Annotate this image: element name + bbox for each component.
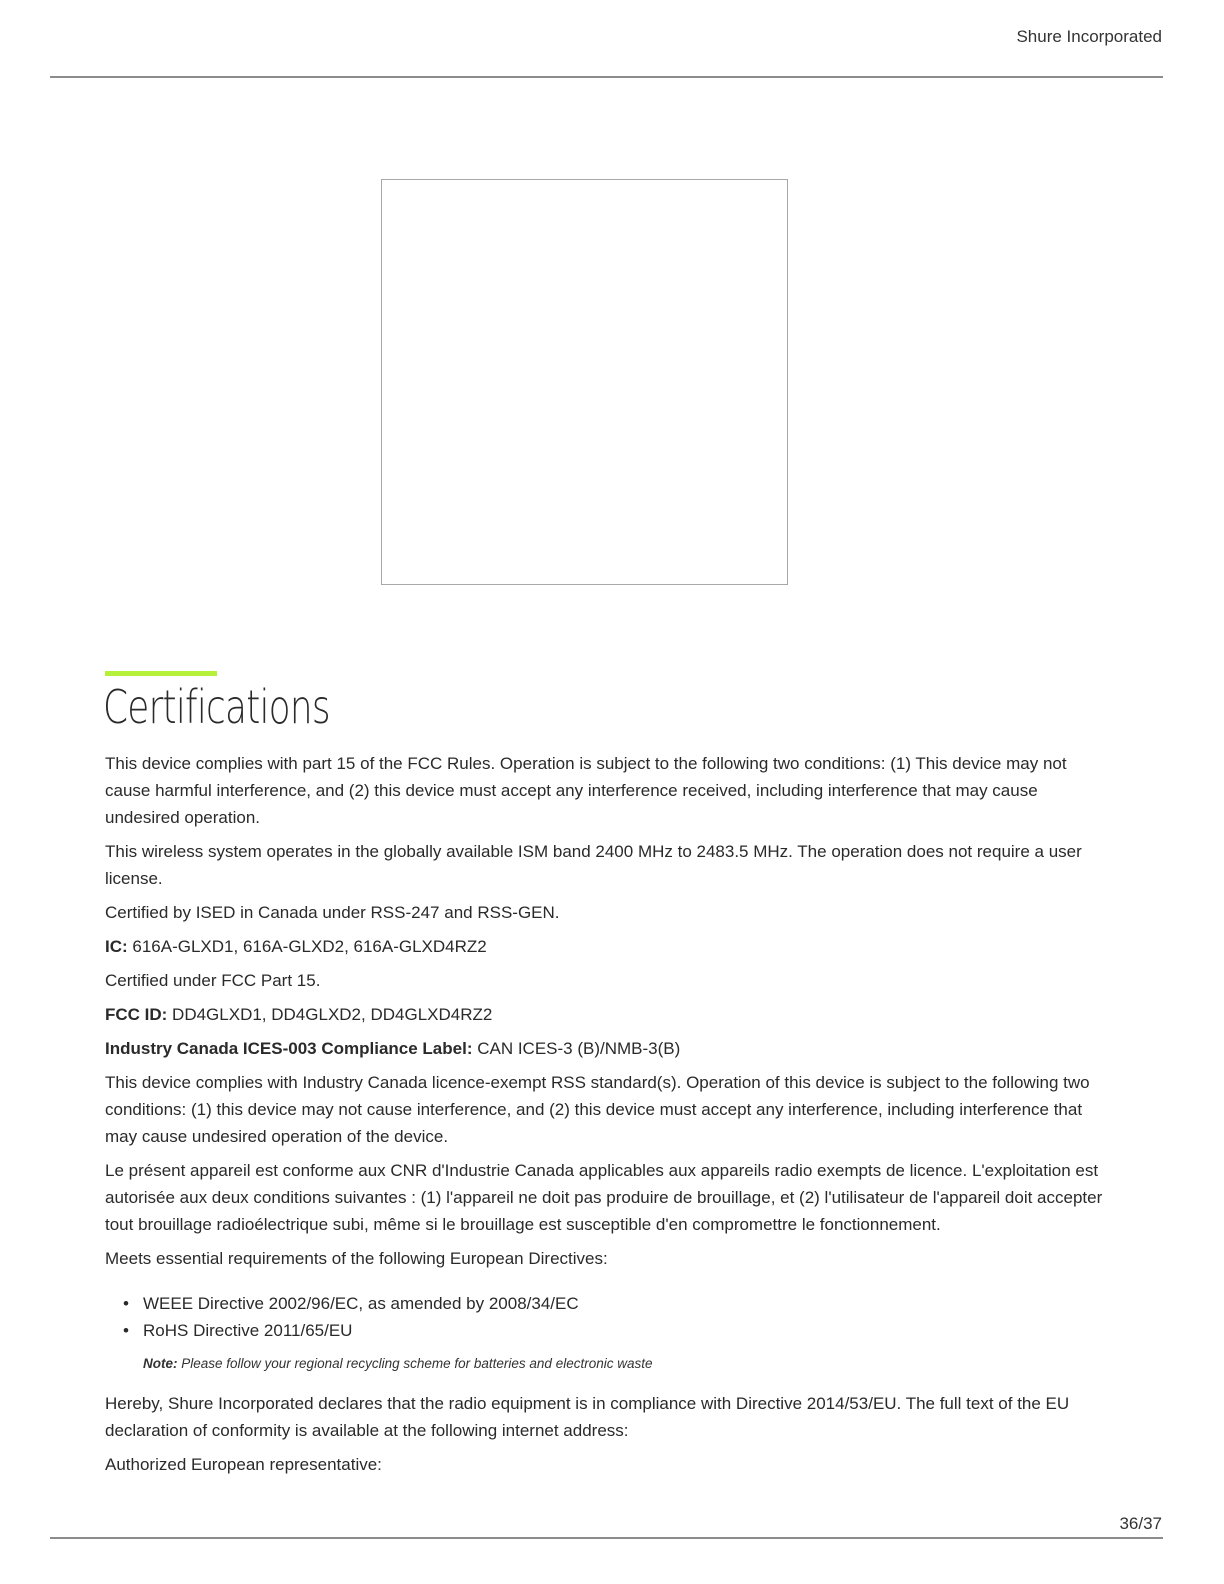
section-accent-bar <box>105 671 217 676</box>
directives-list <box>105 1290 1110 1344</box>
page-number: 36/37 <box>1119 1514 1162 1533</box>
ic-label: IC: <box>105 937 128 956</box>
ic-line <box>105 933 1110 960</box>
declaration-paragraph: Hereby, Shure Incorporated declares that the radio equipment is in compliance with Directive 2014/53/EU. The full text of the EU declaration of conformity is available at the following internet address: <box>105 1394 1070 1440</box>
ic-rss-paragraph: This device complies with Industry Canada licence-exempt RSS standard(s). Operation of this device is subject to the following two conditions: (1) this device may not cause interference, and (2) this device must accept any interference, including interference that may cause undesired operation of the device. <box>105 1073 1090 1146</box>
footer-divider <box>50 1537 1163 1539</box>
note-label: Note: <box>143 1356 178 1371</box>
fcc-id-label: FCC ID: <box>105 1005 168 1024</box>
fcc-certified-paragraph: Certified under FCC Part 15. <box>105 971 321 990</box>
section-title: Certifications <box>103 680 330 734</box>
ism-band-paragraph: This wireless system operates in the globally available ISM band 2400 MHz to 2483.5 MHz. The operation does not require a user license. <box>105 842 1082 888</box>
ic-value: 616A-GLXD1, 616A-GLXD2, 616A-GLXD4RZ2 <box>127 937 487 956</box>
ices-label: Industry Canada ICES-003 Compliance Label: <box>105 1039 473 1058</box>
eu-directives-intro: Meets essential requirements of the following European Directives: <box>105 1249 608 1268</box>
header-divider <box>50 76 1163 78</box>
ices-line <box>105 1035 1110 1062</box>
recycling-note <box>143 1354 1110 1374</box>
certifications-content <box>105 750 1110 1485</box>
header-company-name: Shure Incorporated <box>1016 27 1162 46</box>
ices-value: CAN ICES-3 (B)/NMB-3(B) <box>472 1039 681 1058</box>
note-text: Please follow your regional recycling scheme for batteries and electronic waste <box>177 1356 653 1371</box>
fcc-part15-paragraph: This device complies with part 15 of the FCC Rules. Operation is subject to the following two conditions: (1) This device may not cause harmful interference, and (2) this device must accept any interference received, including interference that may cause undesired operation. <box>105 754 1067 827</box>
list-item: • RoHS Directive 2011/65/EU <box>143 1317 1110 1344</box>
french-paragraph: Le présent appareil est conforme aux CNR d'Industrie Canada applicables aux appareils radio exempts de licence. L'exploitation est autorisée aux deux conditions suivantes : (1) l'appareil ne doit pas produire de brouillage, et (2) l'utilisateur de l'appareil doit accepter tout brouillage radioélectrique subi, même si le brouillage est susceptible d'en compromettre le fonctionnement. <box>105 1161 1103 1234</box>
fcc-id-line <box>105 1001 1110 1028</box>
image-placeholder <box>381 179 788 585</box>
representative-paragraph: Authorized European representative: <box>105 1455 382 1474</box>
fcc-id-value: DD4GLXD1, DD4GLXD2, DD4GLXD4RZ2 <box>167 1005 493 1024</box>
list-item: • WEEE Directive 2002/96/EC, as amended by 2008/34/EC <box>143 1290 1110 1317</box>
ised-paragraph: Certified by ISED in Canada under RSS-247 and RSS-GEN. <box>105 903 560 922</box>
